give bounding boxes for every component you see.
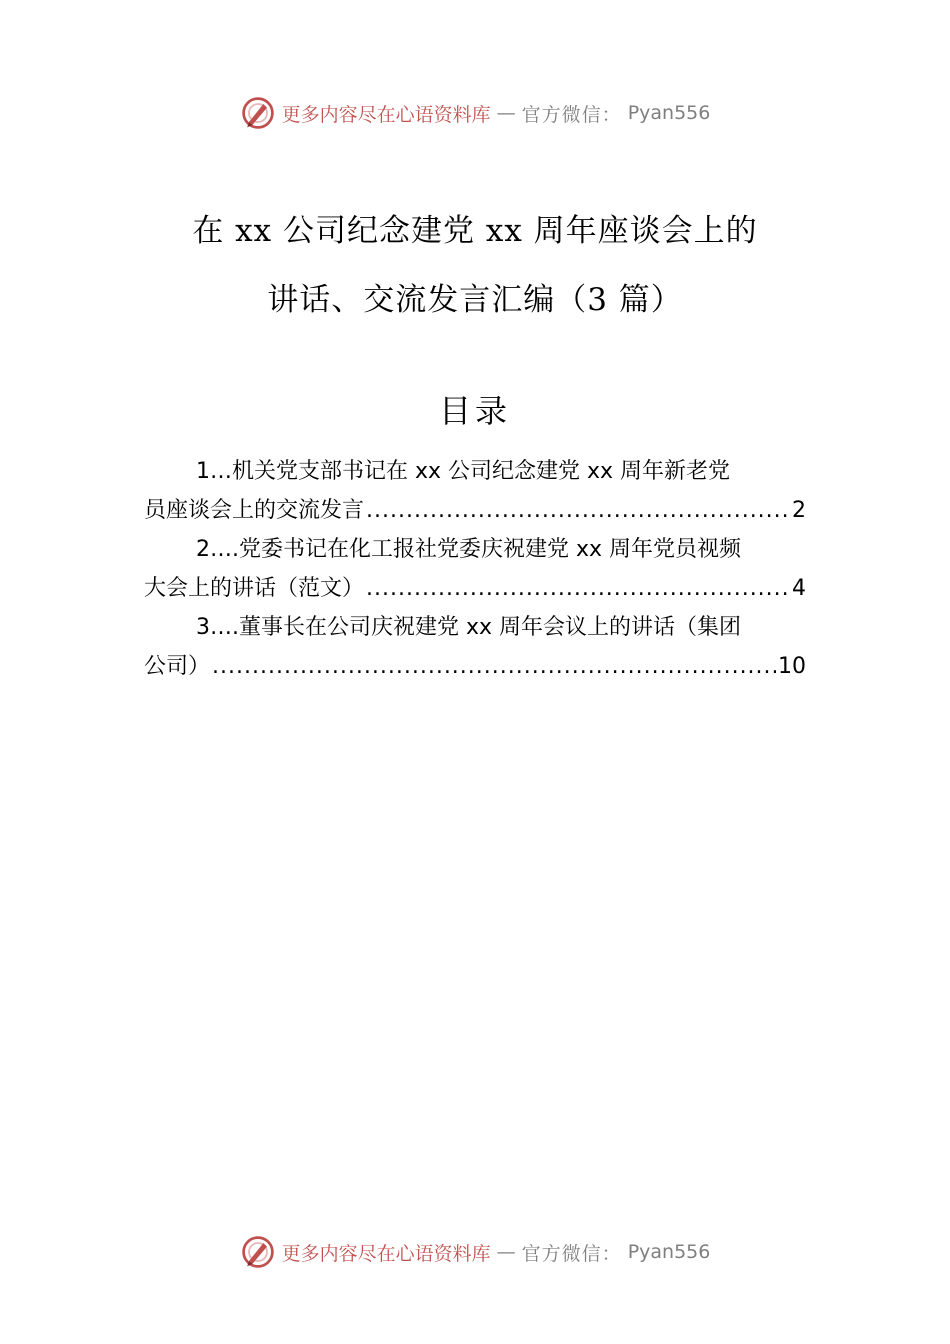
toc-entry-3[interactable]	[144, 608, 806, 686]
watermark-separator: —	[496, 1241, 516, 1263]
toc-entry-title-cont: 公司）	[144, 654, 211, 679]
toc-entry-title-cont: 员座谈会上的交流发言	[144, 498, 365, 523]
toc-entry-title: 2….党委书记在化工报社党委庆祝建党 xx 周年党员视频	[196, 537, 742, 562]
toc-entry-line	[144, 530, 806, 569]
watermark-wechat-id: Pyan556	[627, 102, 711, 124]
watermark-text: 更多内容尽在心语资料库	[281, 103, 491, 126]
toc-entry-line	[144, 491, 806, 530]
watermark-separator: —	[496, 102, 516, 124]
watermark-label: 官方微信：	[521, 103, 622, 126]
toc-heading: 目录	[438, 392, 511, 430]
toc-entry-title: 1…机关党支部书记在 xx 公司纪念建党 xx 周年新老党	[196, 459, 731, 484]
pen-logo-icon	[240, 1234, 276, 1270]
toc-entry-line	[144, 608, 806, 647]
table-of-contents	[144, 452, 806, 686]
watermark-wechat-id: Pyan556	[627, 1241, 711, 1263]
toc-entry-2[interactable]	[144, 530, 806, 608]
toc-page-number: 10	[778, 654, 806, 679]
document-title-line-2: 讲话、交流发言汇编（3 篇）	[267, 282, 683, 318]
document-title-line-1: 在 xx 公司纪念建党 xx 周年座谈会上的	[192, 213, 758, 249]
toc-entry-line	[144, 452, 806, 491]
toc-entry-title: 3….董事长在公司庆祝建党 xx 周年会议上的讲话（集团	[196, 615, 742, 640]
footer-watermark	[0, 1234, 950, 1270]
pen-logo-icon	[240, 95, 276, 131]
toc-page-number: 2	[792, 498, 806, 523]
header-watermark	[0, 95, 950, 131]
toc-entry-title-cont: 大会上的讲话（范文）	[144, 576, 365, 601]
toc-entry-line	[144, 647, 806, 686]
toc-entry-1[interactable]	[144, 452, 806, 530]
toc-leader-dots	[366, 491, 790, 530]
toc-leader-dots	[366, 569, 790, 608]
watermark-label: 官方微信：	[521, 1242, 622, 1265]
toc-entry-line	[144, 569, 806, 608]
watermark-text: 更多内容尽在心语资料库	[281, 1242, 491, 1265]
toc-page-number: 4	[792, 576, 806, 601]
toc-leader-dots	[212, 647, 776, 686]
